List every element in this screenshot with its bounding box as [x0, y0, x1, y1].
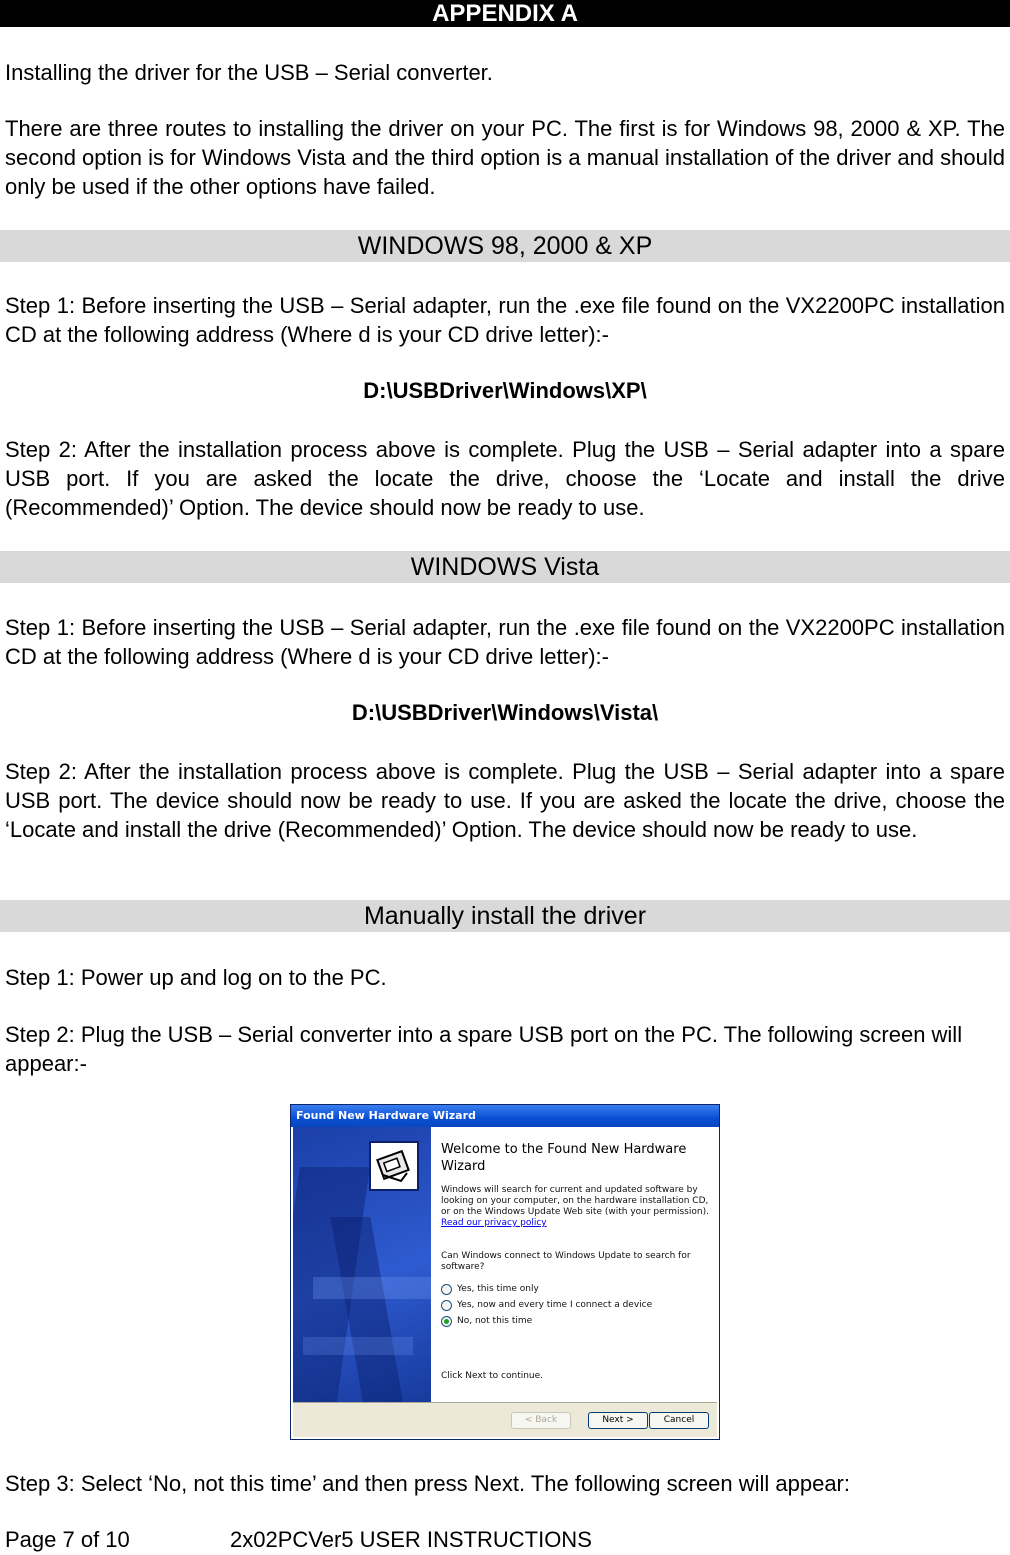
- wizard-button-bar: [293, 1402, 717, 1437]
- section-title-xp: WINDOWS 98, 2000 & XP: [0, 230, 1010, 262]
- next-button[interactable]: Next >: [588, 1412, 648, 1429]
- page-number: Page 7 of 10: [5, 1527, 130, 1552]
- wizard-question: Can Windows connect to Windows Update to search for software?: [441, 1251, 691, 1272]
- radio-yes-this-time[interactable]: Yes, this time only: [441, 1281, 711, 1297]
- vista-step-2: Step 2: After the installation process above is complete. Plug the USB – Serial adapter into a spare USB port. The device should now be ready to use. If you are asked the locate the drive, choose the ‘Locate and install the drive (Recommended)’ Option. The device should now be ready to use.: [5, 759, 1005, 842]
- section-title-manual: Manually install the driver: [0, 900, 1010, 932]
- hardware-icon: [369, 1141, 419, 1191]
- manual-step-1: Step 1: Power up and log on to the PC.: [5, 965, 387, 990]
- cancel-button[interactable]: Cancel: [649, 1412, 709, 1429]
- wizard-content: [441, 1141, 711, 1382]
- section-title-vista: WINDOWS Vista: [0, 551, 1010, 583]
- manual-step-3: Step 3: Select ‘No, not this time’ and then press Next. The following screen will appear:: [5, 1471, 850, 1496]
- vista-driver-path: D:\USBDriver\Windows\Vista\: [351, 700, 659, 725]
- wizard-instruction: Click Next to continue.: [441, 1371, 544, 1381]
- wizard-heading: Welcome to the Found New Hardware Wizard: [441, 1142, 687, 1174]
- document-title: 2x02PCVer5 USER INSTRUCTIONS: [230, 1527, 592, 1552]
- wizard-title-bar: Found New Hardware Wizard: [291, 1105, 719, 1127]
- vista-step-1: Step 1: Before inserting the USB – Serial adapter, run the .exe file found on the VX2200PC installation CD at the following address (Where d is your CD drive letter):-: [5, 615, 1005, 669]
- radio-checked-icon: [441, 1316, 452, 1327]
- wizard-side-banner: [293, 1127, 431, 1403]
- xp-step-1: Step 1: Before inserting the USB – Serial adapter, run the .exe file found on the VX2200PC installation CD at the following address (Where d is your CD drive letter):-: [5, 293, 1005, 347]
- radio-unchecked-icon: [441, 1300, 452, 1311]
- intro-heading: Installing the driver for the USB – Serial converter.: [5, 60, 493, 85]
- manual-step-2: Step 2: Plug the USB – Serial converter into a spare USB port on the PC. The following screen will appear:-: [5, 1022, 963, 1076]
- wizard-description: Windows will search for current and updated software by looking on your computer, on the hardware installation CD, or on the Windows Update Web site (with your permission).: [441, 1185, 709, 1217]
- wizard-screenshot: [290, 1104, 720, 1440]
- radio-unchecked-icon: [441, 1284, 452, 1295]
- xp-step-2: Step 2: After the installation process above is complete. Plug the USB – Serial adapter into a spare USB port. If you are asked the locate the drive, choose the ‘Locate and install the drive (Recommended)’ Option. The device should now be ready to use.: [5, 437, 1005, 520]
- appendix-title: APPENDIX A: [0, 0, 1010, 27]
- radio-yes-every-time[interactable]: Yes, now and every time I connect a device: [441, 1297, 711, 1313]
- radio-no-not-this-time[interactable]: No, not this time: [441, 1313, 711, 1329]
- xp-driver-path: D:\USBDriver\Windows\XP\: [363, 378, 647, 403]
- privacy-policy-link[interactable]: Read our privacy policy: [441, 1218, 547, 1228]
- back-button[interactable]: < Back: [511, 1412, 571, 1429]
- intro-body: There are three routes to installing the driver on your PC. The first is for Windows 98, 2000 & XP. The second option is for Windows Vista and the third option is a manual installation of the driver and should only be used if the other options have failed.: [5, 116, 1005, 199]
